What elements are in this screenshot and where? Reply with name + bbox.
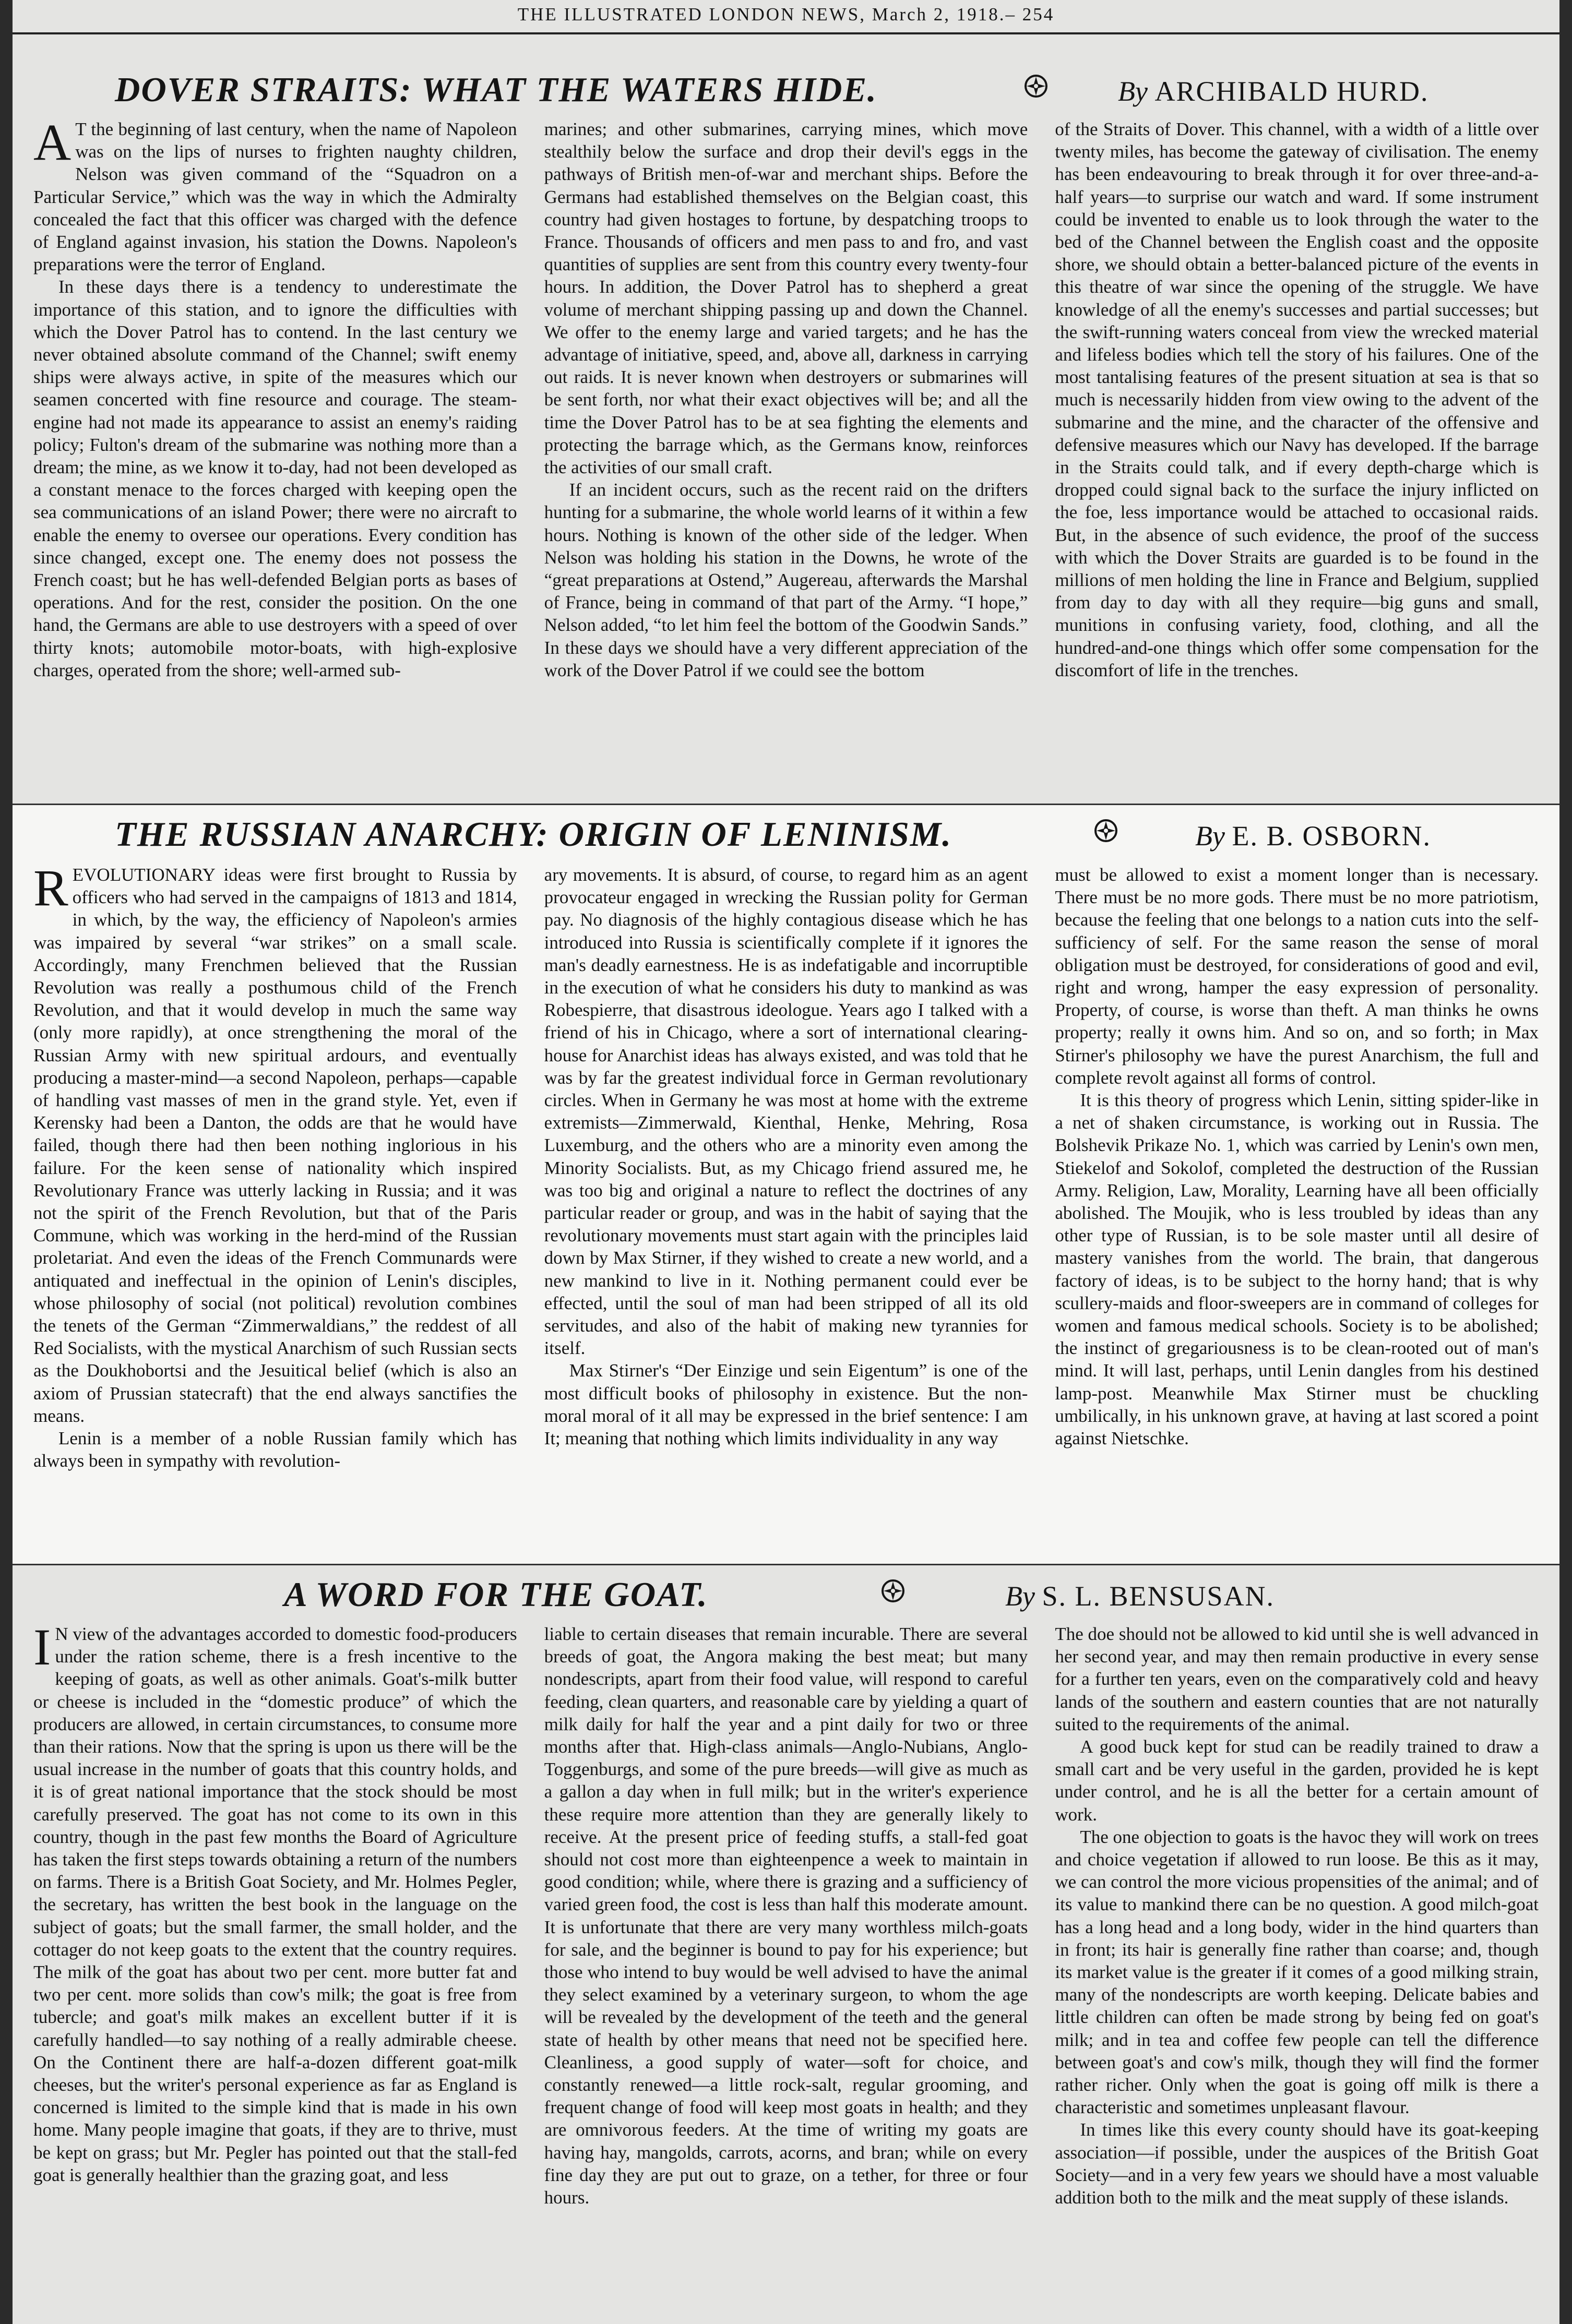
cross-medallion-icon: [1024, 74, 1048, 98]
paragraph: Lenin is a member of a noble Russian family which has always been in sympathy with revolution-: [33, 1428, 517, 1471]
article-column: [1055, 118, 1539, 796]
newspaper-page: [13, 0, 1559, 2324]
drop-cap: A: [33, 118, 72, 171]
article-title: A WORD FOR THE GOAT.: [284, 1575, 708, 1614]
paragraph: of the Straits of Dover. This channel, with a width of a little over twenty miles, has become the gateway of civilisation. The enemy has been endeavouring to break through it for over three-and-a-half years—to surprise our watch and ward. If some instrument could be invented to enable us to look through the water to the bed of the Channel between the English coast and the opposite shore, we should obtain a better-balanced picture of the events in this theatre of war since the opening of the struggle. We have knowledge of all the enemy's successes and partial successes; but the swift-running waters conceal from view the wrecked material and lifeless bodies which tell the story of his failures. One of the most tantalising features of the present situation at sea is that so much is necessarily hidden from view owing to the advent of the submarine and the mine, and the character of the offensive and defensive measures which our Navy has developed. If the barrage in the Straits could talk, and if every depth-charge which is dropped could signal back to the surface the injury inflicted on the foe, less importance would be attached to occasional raids. But, in the absence of such evidence, the proof of the success with which the Dover Straits are guarded is to be found in the millions of men holding the line in France and Belgium, supplied from day to day with all they require—big guns and small, munitions in confusing variety, food, clothing, and all the hundred-and-one things which offer some compensation for the discomfort of life in the trenches.: [1055, 119, 1539, 680]
article-headline: [13, 70, 1559, 122]
article-byline: By S. L. BENSUSAN.: [1005, 1580, 1275, 1612]
paragraph: N view of the advantages accorded to domestic food-producers under the ration scheme, there is a fresh incentive to the keeping of goats, as well as other animals. Goat's-milk butter or cheese is included in the “domestic produce” of which the producers are allowed, in certain circumstances, to consume more than their rations. Now that the spring is upon us there will be the usual increase in the number of goats that this country holds, and it is of great national importance that the stock should be most carefully preserved. The goat has not come to its own in this country, though in the past few months the Board of Agriculture has taken the first steps towards obtaining a return of the numbers on farms. There is a British Goat Society, and Mr. Holmes Pegler, the secretary, has written the best book in the language on the subject of goats; but the small farmer, the small holder, and the cottager do not keep goats to the extent that the country requires. The milk of the goat has about two per cent. more butter fat and two per cent. more solids than cow's milk; the goat is free from tubercle; and goat's milk makes an excellent butter if it is carefully handled—to say nothing of a really admirable cheese. On the Continent there are half-a-dozen different goat-milk cheeses, but the writer's personal experience as far as England is concerned is limited to the simple kind that is made in his own home. Many people imagine that goats, if they are to thrive, must be kept on grass; but Mr. Pegler has pointed out that the stall-fed goat is generally healthier than the grazing goat, and less: [33, 1624, 517, 2185]
drop-cap: I: [33, 1623, 51, 1676]
paragraph: In times like this every county should have its goat-keeping association—if possible, under the auspices of the British Goat Society—and in a very few years we should have a most valuable addition both to the milk and the meat supply of these islands.: [1055, 2119, 1539, 2208]
paragraph: The one objection to goats is the havoc they will work on trees and choice vegetation if allowed to run loose. Be this as it may, we can control the more vicious propensities of the animal; and of its value to mankind there can be no question. A good milch-goat has a long head and a long body, wider in the hind quarters than in front; its hair is generally fine rather than coarse; and, though its market value is the greater if it comes of a good milking strain, many of the nondescripts are worth keeping. Delicate babies and little children can often be made strong by being fed on goat's milk; and in tea and coffee few people can tell the difference between goat's and cow's milk, though they will find the former rather richer. Only when the goat is going off milk is there a characteristic and sometimes unpleasant flavour.: [1055, 1826, 1539, 2118]
article-columns: [33, 1623, 1539, 2317]
article-column: [33, 118, 517, 796]
article-column: [33, 864, 517, 1551]
article-column: [544, 1623, 1028, 2317]
drop-cap: R: [33, 864, 68, 917]
article-byline: By ARCHIBALD HURD.: [1118, 76, 1429, 107]
article-headline: [13, 1575, 1559, 1627]
paragraph: Max Stirner's “Der Einzige und sein Eigentum” is one of the most difficult books of philosophy in existence. But the non-moral moral of it all may be expressed in the brief sentence: I am It; meaning that nothing which limits individuality in any way: [544, 1360, 1028, 1449]
paragraph: The doe should not be allowed to kid until she is well advanced in her second year, and may then remain productive in every sense for a further ten years, even on the comparatively cold and heavy lands of the southern and eastern counties that are not naturally suited to the requirements of the animal.: [1055, 1624, 1539, 1734]
paragraph: If an incident occurs, such as the recent raid on the drifters hunting for a submarine, the whole world learns of it within a few hours. Nothing is known of the other side of the ledger. When Nelson was holding his station in the Downs, he wrote of the “great preparations at Ostend,” Augereau, afterwards the Marshal of France, being in command of that part of the Army. “I hope,” Nelson added, “to let him feel the bottom of the Goodwin Sands.” In these days we should have a very different appreciation of the work of the Dover Patrol if we could see the bottom: [544, 480, 1028, 680]
article-title: THE RUSSIAN ANARCHY: ORIGIN OF LENINISM.: [115, 815, 952, 854]
paragraph: In these days there is a tendency to underestimate the importance of this station, and to ignore the difficulties with which the Dover Patrol has to contend. In the last century we never obtained absolute command of the Channel; swift enemy ships were always active, in spite of the measures which our seamen concerted with fine resource and courage. The steam-engine had not made its appearance to assist an enemy's raiding policy; Fulton's dream of the submarine was nothing more than a dream; the mine, as we know it to-day, had not been developed as a constant menace to the forces charged with keeping open the sea communications of an island Power; there were no aircraft to enable the enemy to oversee our operations. Every condition has since changed, except one. The enemy does not possess the French coast; but he has well-defended Belgian ports as bases of operations. And for the rest, consider the position. On the one hand, the Germans are able to use destroyers with a speed of over thirty knots; automobile motor-boats, with high-explosive charges, operated from the shore; well-armed sub-: [33, 277, 517, 680]
article-word-for-the-goat: [13, 1565, 1559, 2324]
running-head: THE ILLUSTRATED LONDON NEWS, March 2, 1918.– 254: [517, 4, 1055, 25]
article-column: [544, 864, 1028, 1551]
cross-medallion-icon: [881, 1579, 905, 1603]
paragraph: liable to certain diseases that remain incurable. There are several breeds of goat, the Angora making the best meat; but many nondescripts, apart from their food value, will respond to careful feeding, clean quarters, and reasonable care by yielding a quart of milk daily for half the year and a pint daily for two or three months after that. High-class animals—Anglo-Nubians, Anglo-Toggenburgs, and some of the pure breeds—will give as much as a gallon a day when in full milk; but in the writer's experience these require more attention than they are generally likely to receive. At the present price of feeding stuffs, a stall-fed goat should not cost more than eighteenpence a week to maintain in good condition; while, where there is grazing and a sufficiency of varied green food, the cost is less than half this moderate amount. It is unfortunate that there are very many worthless milch-goats for sale, and the beginner is bound to pay for his experience; but those who intend to buy would be well advised to have the animal they select examined by a veterinary surgeon, to whom the age will be revealed by the development of the teeth and the general state of health by other means that need not be specified here. Cleanliness, a good supply of water—soft for choice, and constantly renewed—a little rock-salt, regular grooming, and frequent change of food will keep most goats in health; and they are omnivorous feeders. At the time of writing my goats are having hay, mangolds, carrots, acorns, and bran; while on every fine day they are put out to graze, on a tether, for three or four hours.: [544, 1624, 1028, 2208]
article-headline: [13, 814, 1559, 867]
article-byline: By E. B. OSBORN.: [1195, 820, 1432, 852]
article-russian-anarchy: [13, 804, 1559, 1565]
article-column: [1055, 1623, 1539, 2317]
paragraph: A good buck kept for stud can be readily trained to draw a small cart and be very useful in the garden, provided he is kept under control, and he is all the better for a certain amount of work.: [1055, 1736, 1539, 1825]
paragraph: ary movements. It is absurd, of course, to regard him as an agent provocateur engaged in wrecking the Russian polity for German pay. No diagnosis of the highly contagious disease which he has introduced into Russia is scientifically complete if it ignores the man's deadly earnestness. He is as indefatigable and incorruptible in the execution of what he considers his duty to mankind as was Robespierre, that disastrous ideologue. Years ago I talked with a friend of his in Chicago, where a sort of international clearing-house for Anarchist ideas has always existed, and was told that he was by far the greatest individual force in German revolutionary circles. When in Germany he was most at home with the extreme extremists—Zimmerwald, Kienthal, Henke, Mehring, Rosa Luxemburg, and the others who are a minority even among the Minority Socialists. But, as my Chicago friend assured me, he was too big and original a nature to reflect the doctrines of any particular reader or group, and was in the habit of saying that the revolutionary movements must start again with the principles laid down by Max Stirner, if they wished to create a new world, and a new mankind to live in it. Nothing permanent could ever be effected, until the soul of man had been stripped of all its old servitudes, and also of the habit of making new tyrannies for itself.: [544, 865, 1028, 1359]
article-columns: [33, 864, 1539, 1551]
article-column: [33, 1623, 517, 2317]
article-column: [1055, 864, 1539, 1551]
cross-medallion-icon: [1094, 819, 1118, 843]
paragraph: It is this theory of progress which Lenin, sitting spider-like in a net of shaken circumstance, is working out in Russia. The Bolshevik Prikaze No. 1, which was carried by Lenin's own men, Stiekelof and Sokolof, completed the destruction of the Russian Army. Religion, Law, Morality, Learning have all been officially abolished. The Moujik, who is less troubled by ideas than any other type of Russian, is to be sole master until all desire of mastery vanishes from the world. The brain, that dangerous factory of ideas, is to be subject to the horny hand; that is why scullery-maids and floor-sweepers are in command of colleges for women and famous medical schools. Society is to be abolished; the instinct of gregariousness is to be clean-rooted out of man's mind. It will last, perhaps, until Lenin dangles from his destined lamp-post. Meanwhile Max Stirner must be chuckling umbilically, in his unknown grave, at having at last scored a point against Nietschke.: [1055, 1090, 1539, 1449]
article-title: DOVER STRAITS: WHAT THE WATERS HIDE.: [115, 70, 877, 109]
article-dover-straits: [13, 34, 1559, 804]
paragraph: must be allowed to exist a moment longer than is necessary. There must be no more gods. There must be no more patriotism, because the feeling that one belongs to a nation cuts into the self-sufficiency of self. For the same reason the sense of moral obligation must be destroyed, for considerations of good and evil, right and wrong, hamper the easy expression of personality. Property, of course, is worse than theft. A man thinks he owns property; really it owns him. And so on, and so forth; in Max Stirner's philosophy we have the purest Anarchism, the full and complete revolt against all forms of control.: [1055, 865, 1539, 1088]
paragraph: EVOLUTIONARY ideas were first brought to Russia by officers who had served in the campaigns of 1813 and 1814, in which, by the way, the efficiency of Napoleon's armies was impaired by several “war strikes” on a small scale. Accordingly, many Frenchmen believed that the Russian Revolution was really a posthumous child of the French Revolution, and that it would develop in much the same way (only more rapidly), at once strengthening the moral of the Russian Army with new spiritual ardours, and eventually producing a master-mind—a second Napoleon, perhaps—capable of handling vast masses of men in the grand style. Yet, even if Kerensky had been a Danton, the odds are that he would have failed, though there had then been nothing inglorious in his failure. For the keen sense of nationality which inspired Revolutionary France was utterly lacking in Russia; and it was not the spirit of the French Revolution, but that of the Paris Commune, which was working in the herd-mind of the Russian proletariat. And even the ideas of the French Communards were antiquated and ineffectual in the opinion of Lenin's disciples, whose philosophy of social (not political) revolution combines the tenets of the German “Zimmerwaldians,” the reddest of all Red Socialists, with the mystical Anarchism of such Russian sects as the Doukhobortsi and the Jesuitical belief (which is also an axiom of Prussian statecraft) that the end always sanctifies the means.: [33, 865, 517, 1426]
paragraph: T the beginning of last century, when the name of Napoleon was on the lips of nurses to frighten naughty children, Nelson was given command of the “Squadron on a Particular Service,” which was the way in which the Admiralty concealed the fact that this officer was charged with the defence of England against invasion, his station the Downs. Napoleon's preparations were the terror of England.: [33, 119, 517, 275]
article-column: [544, 118, 1028, 796]
article-columns: [33, 118, 1539, 796]
paragraph: marines; and other submarines, carrying mines, which move stealthily below the surface and drop their devil's eggs in the pathways of British men-of-war and merchant ships. Before the Germans had established themselves on the Belgian coast, this country had given hostages to fortune, by despatching troops to France. Thousands of officers and men pass to and fro, and vast quantities of supplies are sent from this country every twenty-four hours. In addition, the Dover Patrol has to shepherd a great volume of merchant shipping passing up and down the Channel. We offer to the enemy large and varied targets; and he has the advantage of initiative, speed, and, above all, darkness in carrying out raids. It is never known when destroyers or submarines will be sent forth, nor what their exact objectives will be; and all the time the Dover Patrol has to be at sea fighting the elements and protecting the barrage which, as the Germans know, reinforces the activities of our small craft.: [544, 119, 1028, 478]
